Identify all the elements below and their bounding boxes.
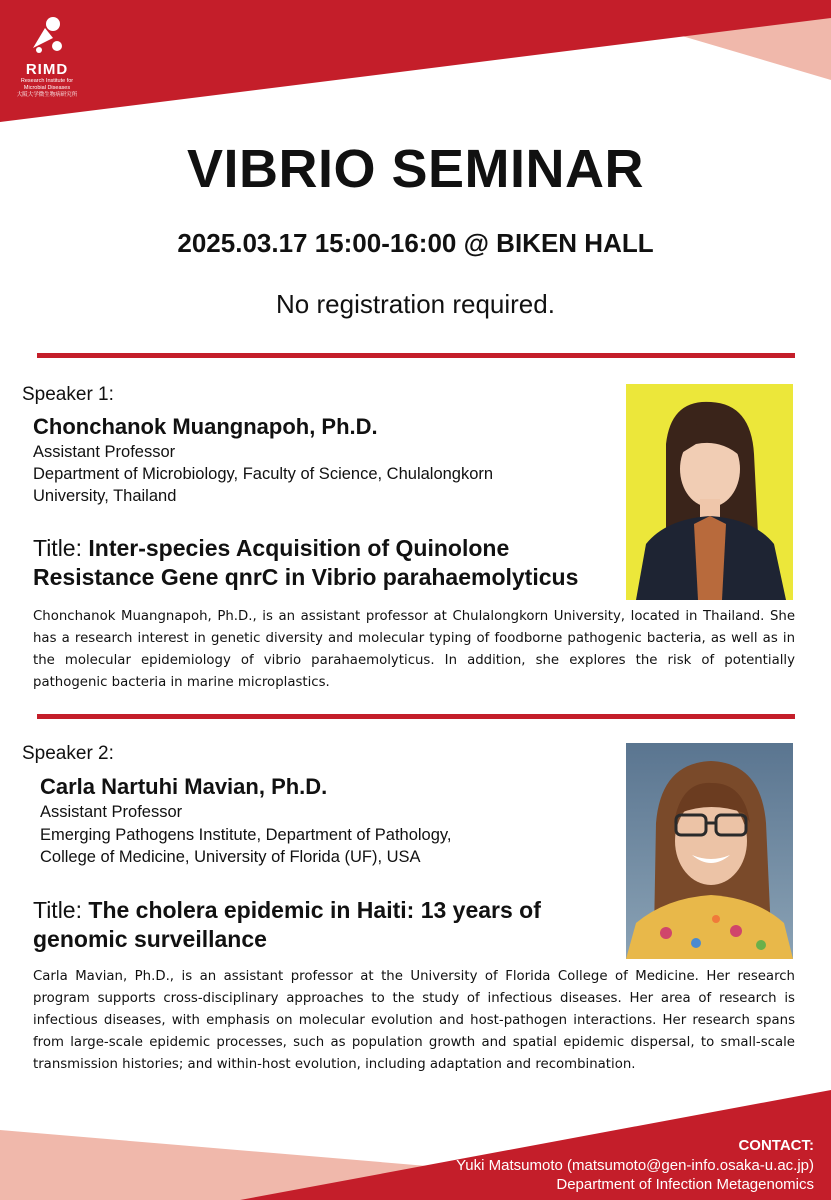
rimd-logo-subtitle-2: Microbial Diseases bbox=[23, 85, 71, 91]
contact-block bbox=[456, 1136, 814, 1195]
divider-top bbox=[37, 353, 795, 358]
speaker-1-affiliation-2: University, Thailand bbox=[33, 487, 177, 505]
speaker-2-title-prefix: Title: bbox=[33, 897, 89, 923]
speaker-2-label: Speaker 2: bbox=[22, 743, 114, 764]
seminar-datetime: 2025.03.17 15:00-16:00 @ BIKEN HALL bbox=[177, 228, 654, 258]
speaker-1-affiliation-1: Department of Microbiology, Faculty of Science, Chulalongkorn bbox=[33, 465, 494, 483]
speaker-1-name: Chonchanok Muangnapoh, Ph.D. bbox=[33, 414, 378, 439]
speaker-2-position: Assistant Professor bbox=[40, 803, 183, 821]
speaker-1-position: Assistant Professor bbox=[33, 443, 176, 461]
speaker-1-bio: Chonchanok Muangnapoh, Ph.D., is an assistant professor at Chulalongkorn University, located in Thailand. She has a research interest in genetic diversity and molecular typing of foodborne pathogenic bacteria, as well as in the molecular epidemiology of vibrio parahaemolyticus. In addition, she explores the risk of potentially pathogenic bacteria in marine microplastics. bbox=[33, 609, 795, 690]
speaker-1-portrait bbox=[626, 384, 793, 600]
rimd-logo-name: RIMD bbox=[25, 61, 69, 78]
speaker-2-affiliation-2: College of Medicine, University of Florida (UF), USA bbox=[40, 848, 421, 866]
speaker-1-title-prefix: Title: bbox=[33, 535, 89, 561]
rimd-logo-subtitle-3: 大阪大学微生物病研究所 bbox=[16, 92, 78, 98]
speaker-1-label: Speaker 1: bbox=[22, 384, 114, 405]
rimd-logo bbox=[12, 14, 82, 99]
speaker-1-title-line-2: Resistance Gene qnrC in Vibrio parahaemolyticus bbox=[33, 564, 579, 590]
speaker-2-affiliation-1: Emerging Pathogens Institute, Department of Pathology, bbox=[40, 826, 452, 844]
contact-person: Yuki Matsumoto (matsumoto@gen-info.osaka-u.ac.jp) bbox=[456, 1156, 814, 1174]
speaker-2-title-line-2: genomic surveillance bbox=[33, 926, 267, 952]
rimd-logo-mark bbox=[27, 14, 67, 54]
speaker-2-talk-title bbox=[33, 896, 623, 954]
contact-heading: CONTACT: bbox=[738, 1137, 814, 1154]
speaker-2-portrait bbox=[626, 743, 793, 959]
speaker-2-bio: Carla Mavian, Ph.D., is an assistant professor at the University of Florida College of Medicine. Her research program supports cross-disciplinary approaches to the study of infectious diseases. Her area of research is infectious diseases, with emphasis on molecular evolution and host-pathogen interactions. Her research spans from large-scale epidemic processes, such as population growth and spatial epidemic dispersal, to small-scale transmission histories; and within-host evolution, including adaptation and recombination. bbox=[33, 969, 795, 1072]
speaker-1-photo bbox=[626, 384, 793, 600]
speaker-2-title-line-1: The cholera epidemic in Haiti: 13 years of bbox=[88, 897, 541, 923]
speaker-2-photo bbox=[626, 743, 793, 959]
registration-note: No registration required. bbox=[276, 289, 555, 319]
divider-middle bbox=[37, 714, 795, 719]
speaker-1-talk-title bbox=[33, 534, 623, 592]
seminar-title: VIBRIO SEMINAR bbox=[186, 139, 645, 199]
speaker-2-name: Carla Nartuhi Mavian, Ph.D. bbox=[40, 774, 328, 799]
contact-department: Department of Infection Metagenomics bbox=[556, 1176, 814, 1193]
rimd-logo-subtitle-1: Research Institute for bbox=[20, 78, 74, 84]
header-red-band bbox=[0, 0, 831, 122]
speaker-1-title-line-1: Inter-species Acquisition of Quinolone bbox=[88, 535, 510, 561]
